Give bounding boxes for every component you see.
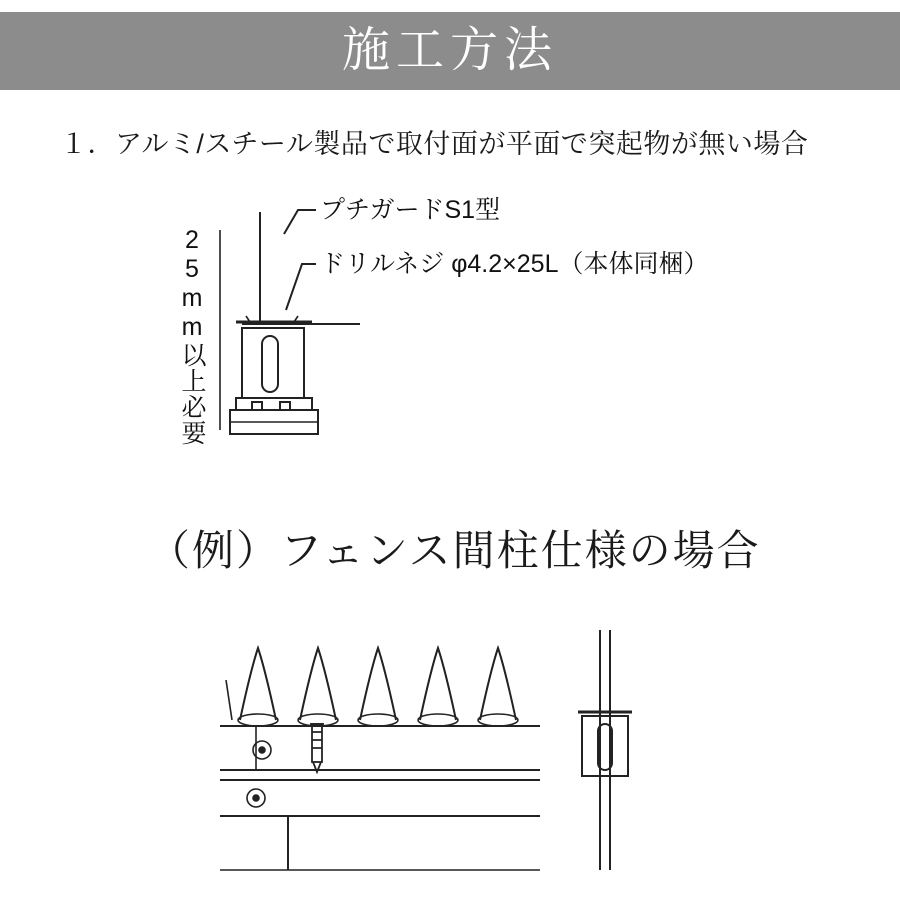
example-heading: （例）フェンス間柱仕様の場合 xyxy=(148,527,761,574)
rail-notch-right xyxy=(280,402,290,410)
bracket-body xyxy=(242,328,304,398)
dimension-label-vertical: 25mm以上必要 xyxy=(178,226,206,446)
figure-mounting-detail xyxy=(180,190,720,480)
step-description: １．アルミ/スチール製品で取付面が平面で突起物が無い場合 xyxy=(60,129,809,159)
bracket-slot xyxy=(262,336,278,392)
screw-icon xyxy=(310,724,324,772)
spike-partial-left xyxy=(226,680,232,720)
callout-label-screw: ドリルネジ φ4.2×25L（本体同梱） xyxy=(320,250,709,278)
leader-line-product xyxy=(284,210,316,234)
post-assembly xyxy=(578,630,632,870)
rail-profile-upper xyxy=(236,398,312,410)
spike-group xyxy=(240,648,516,720)
rail-notch-left xyxy=(252,402,262,410)
figure-fence-post-svg xyxy=(200,620,720,880)
header-banner xyxy=(0,12,900,90)
page-title: 施工方法 xyxy=(341,24,558,77)
callout-label-product: プチガードS1型 xyxy=(320,196,501,224)
figure-mounting-svg xyxy=(180,190,720,480)
fastener-group xyxy=(247,741,271,807)
figure-fence-post-example xyxy=(200,620,720,880)
leader-line-screw xyxy=(286,264,316,310)
spike-base-group xyxy=(238,714,518,726)
